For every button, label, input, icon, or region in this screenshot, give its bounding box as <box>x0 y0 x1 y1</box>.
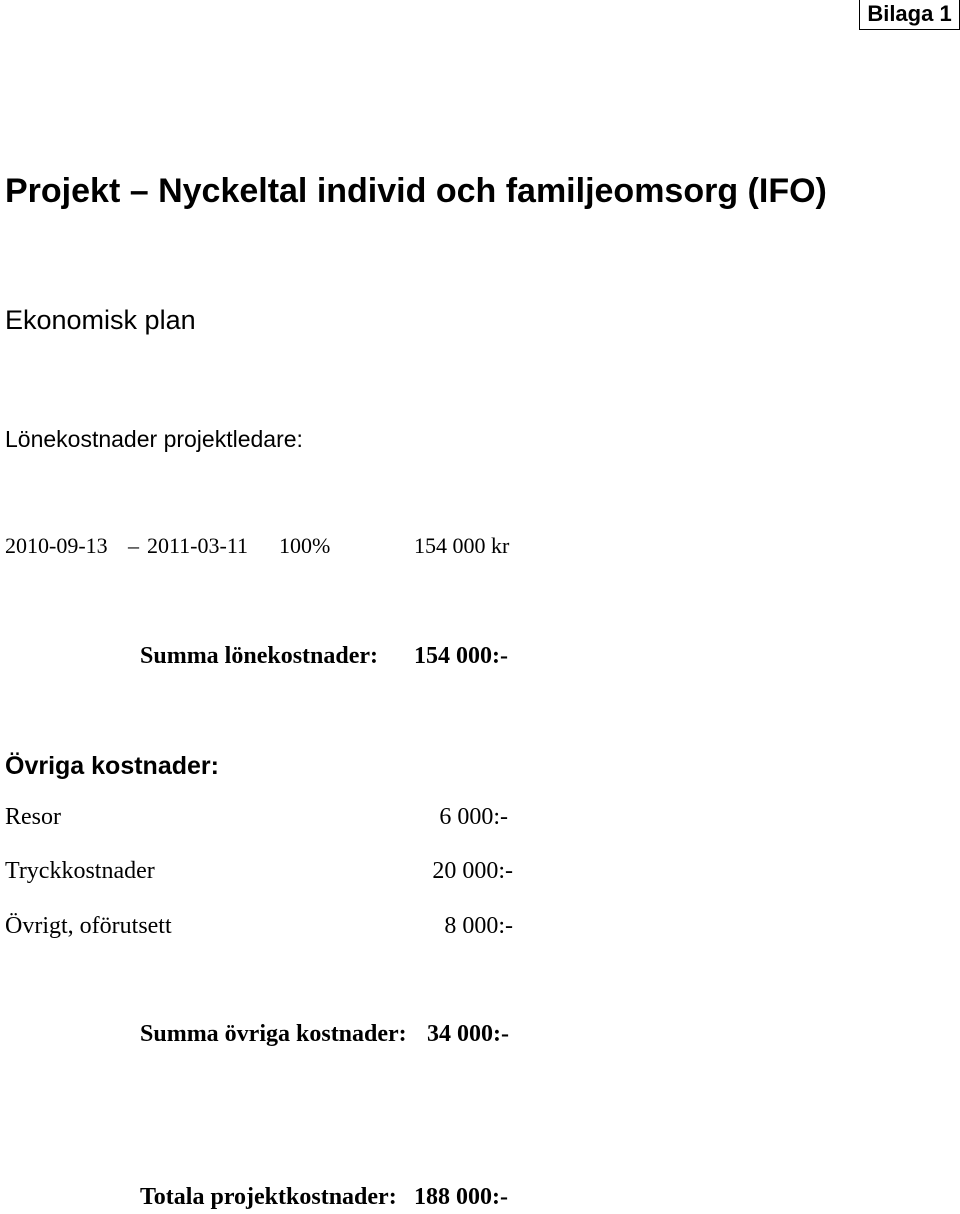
salary-sum-label: Summa lönekostnader: <box>140 643 379 669</box>
salary-end-date: 2011-03-11 <box>147 533 249 558</box>
cost-item-value: 6 000:- <box>439 804 508 830</box>
cost-item-label: Tryckkostnader <box>5 858 155 884</box>
total-costs-label: Totala projektkostnader: <box>140 1184 397 1210</box>
salary-date-dash: – <box>128 533 139 558</box>
total-costs-value: 188 000:- <box>414 1184 508 1210</box>
cost-item-label: Resor <box>5 804 61 830</box>
cost-item-value: 20 000:- <box>432 858 513 884</box>
salary-amount: 154 000 kr <box>414 533 510 558</box>
cost-item-value: 8 000:- <box>444 913 513 939</box>
salary-percentage: 100% <box>279 533 331 558</box>
other-costs-heading: Övriga kostnader: <box>5 752 219 780</box>
salary-sum-value: 154 000:- <box>414 643 508 669</box>
section-title: Ekonomisk plan <box>5 305 196 335</box>
appendix-label: Bilaga 1 <box>859 0 960 30</box>
document-title: Projekt – Nyckeltal individ och familjeomsorg (IFO) <box>5 172 827 210</box>
other-costs-sum-value: 34 000:- <box>427 1021 509 1047</box>
salary-start-date: 2010-09-13 <box>5 533 108 558</box>
cost-item-label: Övrigt, oförutsett <box>5 913 172 939</box>
other-costs-sum-label: Summa övriga kostnader: <box>140 1021 407 1047</box>
salary-heading: Lönekostnader projektledare: <box>5 426 303 452</box>
